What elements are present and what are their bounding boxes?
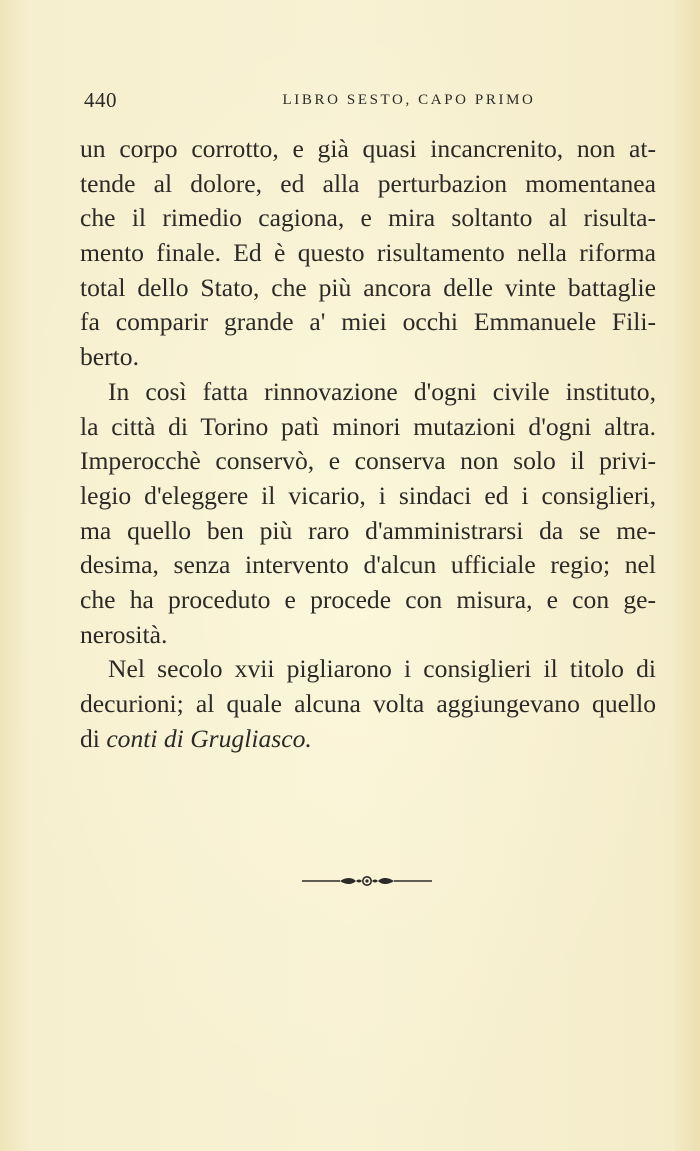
running-head: LIBRO SESTO, CAPO PRIMO [282, 92, 536, 108]
page-number: 440 [84, 88, 117, 112]
text-line: che il rimedio cagiona, e mira soltanto al risulta- [80, 203, 656, 233]
text-line: un corpo corrotto, e già quasi incancrenito, non at- [80, 134, 656, 163]
page-header [84, 88, 616, 114]
text-line: ma quello ben più raro d'amministrarsi da se me- [80, 515, 656, 545]
text-line: Nel secolo xvii pigliarono i consiglieri il titolo di [108, 654, 656, 684]
text-line: desima, senza intervento d'alcun ufficiale regio; nel [80, 550, 656, 580]
text-line: tende al dolore, ed alla perturbazion momentanea [80, 168, 656, 198]
body-text [80, 132, 656, 756]
text-line-prefix: di [80, 723, 107, 753]
text-line: In così fatta rinnovazione d'ogni civile instituto, [108, 376, 656, 406]
text-line-final [80, 722, 656, 757]
text-line: mento finale. Ed è questo risultamento nella riforma [80, 238, 656, 268]
text-line: che ha proceduto e procede con misura, e con ge- [80, 584, 656, 614]
italic-title: conti di Grugliasco. [106, 723, 312, 753]
text-line: fa comparir grande a' miei occhi Emmanuele Fili- [80, 307, 656, 337]
text-line: total dello Stato, che più ancora delle vinte battaglie [80, 272, 656, 302]
text-line: Imperocchè conservò, e conserva non solo il privi- [80, 446, 656, 476]
paragraph-3 [80, 652, 656, 756]
text-line: nerosità. [80, 619, 168, 649]
tailpiece-ornament-icon [300, 872, 434, 890]
text-line: berto. [80, 342, 139, 372]
text-line: la città di Torino patì minori mutazioni d'ogni altra. [80, 411, 656, 441]
text-line: decurioni; al quale alcuna volta aggiungevano quello [80, 689, 656, 718]
paragraph-1 [80, 132, 656, 375]
paragraph-2 [80, 375, 656, 653]
text-line: legio d'eleggere il vicario, i sindaci ed i consiglieri, [80, 480, 656, 510]
